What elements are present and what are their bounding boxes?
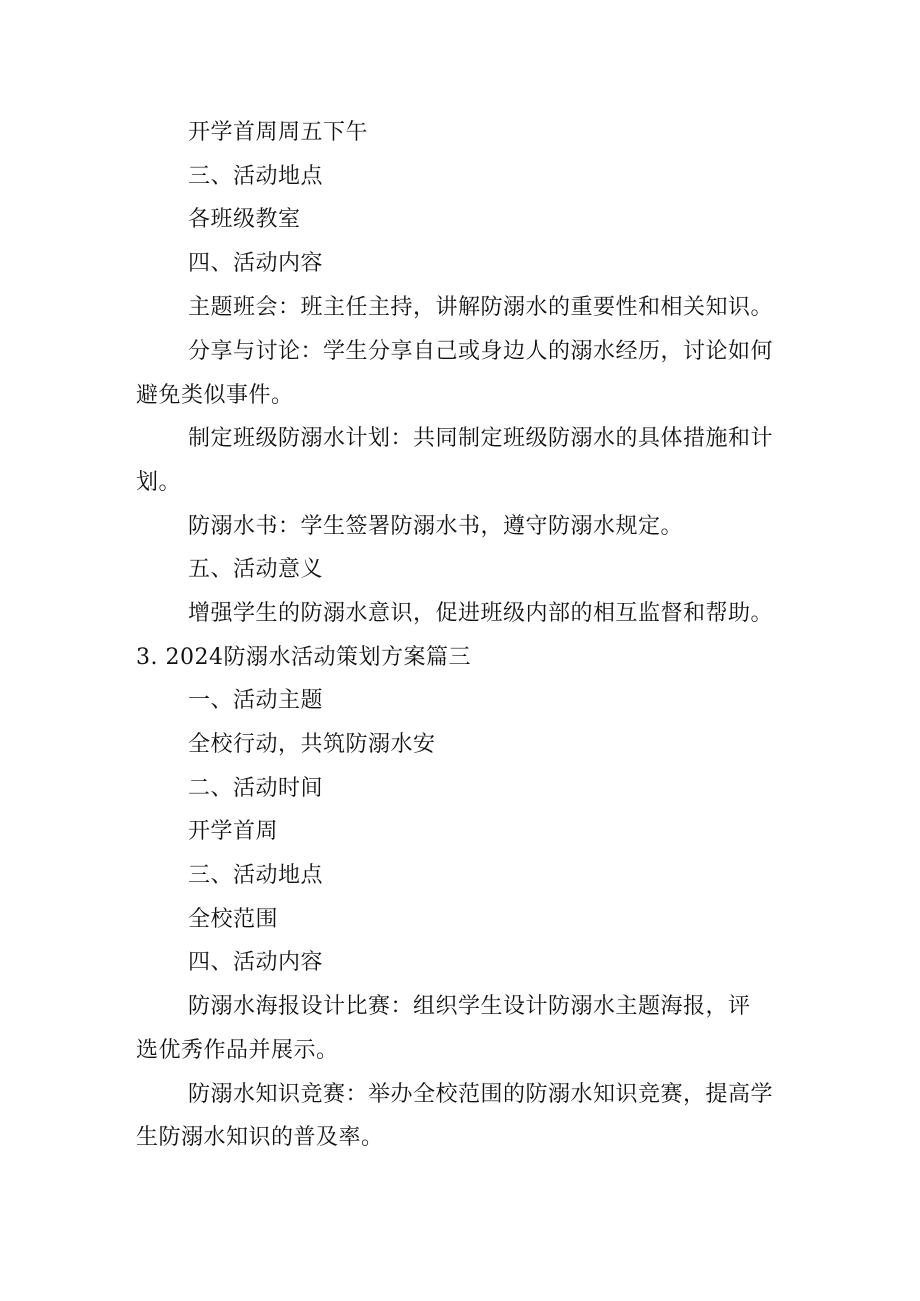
text-line: 选优秀作品并展示。	[136, 1038, 339, 1063]
text-line: 避免类似事件。	[136, 383, 294, 408]
text-line: 主题班会：班主任主持，讲解防溺水的重要性和相关知识。	[188, 295, 774, 320]
section-heading: 三、活动地点	[188, 164, 324, 189]
section-heading: 一、活动主题	[188, 688, 324, 713]
text-line: 防溺水海报设计比赛：组织学生设计防溺水主题海报，评	[188, 994, 751, 1019]
section-heading: 五、活动意义	[188, 557, 324, 582]
text-line: 防溺水书：学生签署防溺水书，遵守防溺水规定。	[188, 514, 684, 539]
text-line: 开学首周周五下午	[188, 120, 369, 145]
text-line: 制定班级防溺水计划：共同制定班级防溺水的具体措施和计	[188, 426, 774, 451]
section-heading: 四、活动内容	[188, 950, 324, 975]
text-line: 划。	[136, 470, 182, 495]
text-line: 各班级教室	[188, 207, 301, 232]
text-line: 开学首周	[188, 819, 279, 844]
chapter-title: 3. 2024防溺水活动策划方案篇三	[136, 645, 471, 670]
text-line: 分享与讨论：学生分享自己或身边人的溺水经历，讨论如何	[188, 339, 774, 364]
section-heading: 四、活动内容	[188, 251, 324, 276]
text-line: 生防溺水知识的普及率。	[136, 1125, 384, 1150]
text-line: 防溺水知识竞赛：举办全校范围的防溺水知识竞赛，提高学	[188, 1082, 774, 1107]
text-line: 增强学生的防溺水意识，促进班级内部的相互监督和帮助。	[188, 601, 774, 626]
text-line: 全校范围	[188, 907, 279, 932]
section-heading: 三、活动地点	[188, 863, 324, 888]
text-line: 全校行动，共筑防溺水安	[188, 732, 436, 757]
section-heading: 二、活动时间	[188, 776, 324, 801]
